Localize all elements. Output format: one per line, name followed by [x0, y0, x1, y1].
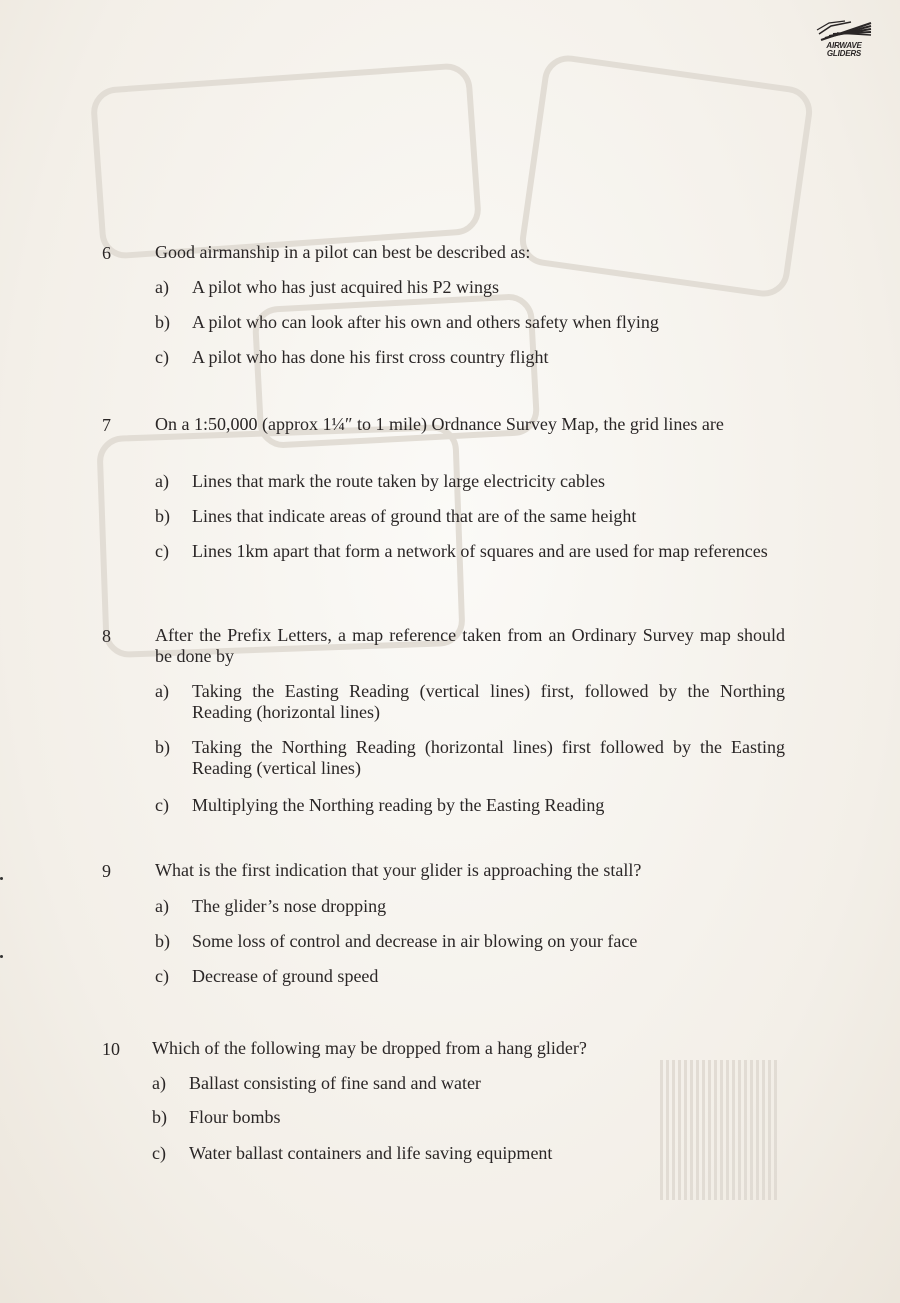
ghost-box-left	[89, 62, 482, 260]
question-text: What is the first indication that your glider is approaching the stall?	[155, 860, 642, 880]
airwave-logo	[814, 20, 874, 58]
option-letter: b)	[152, 1107, 167, 1127]
option-letter: c)	[155, 966, 169, 986]
option-text: Ballast consisting of fine sand and water	[189, 1073, 481, 1093]
question-text: Which of the following may be dropped from a hang glider?	[152, 1038, 587, 1058]
option-letter: b)	[155, 506, 170, 526]
option-text: Flour bombs	[189, 1107, 281, 1127]
option-text: Water ballast containers and life saving equipment	[189, 1143, 553, 1163]
option-letter: c)	[152, 1143, 166, 1163]
wing-stripes-icon	[815, 20, 873, 42]
logo-line-2: GLIDERS	[826, 49, 862, 58]
question-text: After the Prefix Letters, a map reference taken from an Ordinary Survey map should be done by	[155, 625, 785, 666]
option-letter: a)	[155, 471, 169, 491]
option-text: Taking the Northing Reading (horizontal lines) first followed by the Easting Reading (vertical lines)	[192, 737, 785, 778]
option-text: Decrease of ground speed	[192, 966, 379, 986]
option-text: A pilot who has just acquired his P2 wings	[192, 277, 499, 297]
option-letter: c)	[155, 541, 169, 561]
option-text: Taking the Easting Reading (vertical lines) first, followed by the Northing Reading (horizontal lines)	[192, 681, 785, 722]
question-number: 6	[102, 243, 111, 263]
option-letter: c)	[155, 347, 169, 367]
question-number: 10	[102, 1039, 120, 1059]
edge-mark	[0, 955, 3, 958]
option-letter: c)	[155, 795, 169, 815]
option-text: Lines that mark the route taken by large electricity cables	[192, 471, 605, 491]
option-letter: b)	[155, 931, 170, 951]
option-text: Multiplying the Northing reading by the Easting Reading	[192, 795, 605, 815]
option-text: Lines that indicate areas of ground that are of the same height	[192, 506, 637, 526]
question-number: 8	[102, 626, 111, 646]
option-letter: a)	[155, 681, 169, 701]
option-letter: b)	[155, 312, 170, 332]
option-letter: a)	[152, 1073, 166, 1093]
question-number: 7	[102, 415, 111, 435]
option-text: A pilot who has done his first cross country flight	[192, 347, 549, 367]
edge-mark	[0, 877, 3, 880]
option-text: Lines 1km apart that form a network of squares and are used for map references	[192, 541, 768, 561]
option-text: A pilot who can look after his own and others safety when flying	[192, 312, 659, 332]
question-text: Good airmanship in a pilot can best be described as:	[155, 242, 531, 262]
option-letter: a)	[155, 896, 169, 916]
option-letter: a)	[155, 277, 169, 297]
option-letter: b)	[155, 737, 170, 757]
question-number: 9	[102, 861, 111, 881]
option-text: The glider’s nose dropping	[192, 896, 387, 916]
option-text: Some loss of control and decrease in air blowing on your face	[192, 931, 638, 951]
logo-line-1: AIRWAVE	[826, 41, 862, 50]
question-text: On a 1:50,000 (approx 1¼″ to 1 mile) Ordnance Survey Map, the grid lines are	[155, 414, 724, 434]
